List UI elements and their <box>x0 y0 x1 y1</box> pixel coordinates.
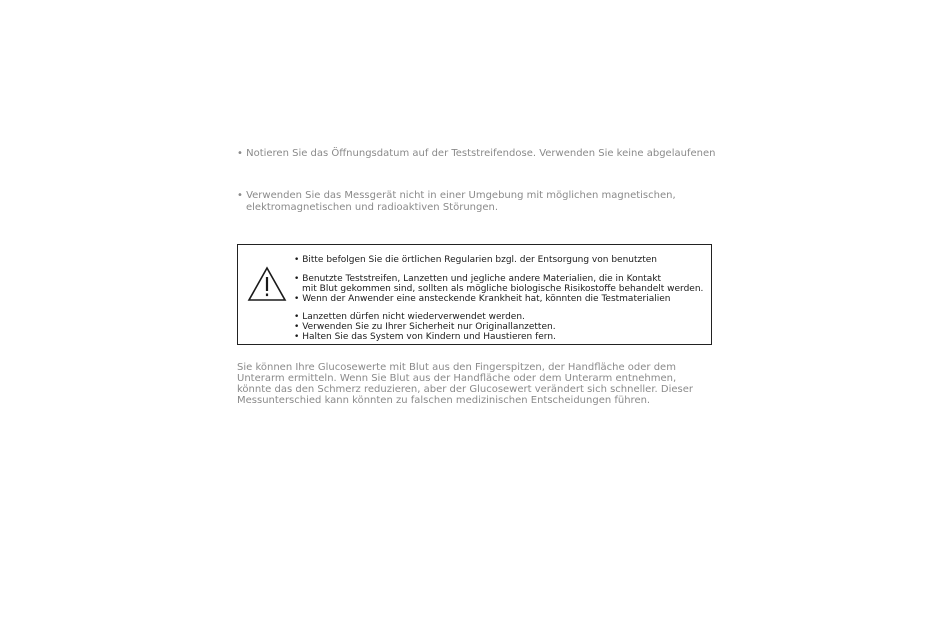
bullet-marker: • <box>294 312 300 322</box>
warning-item: • Lanzetten dürfen nicht wiederverwendet werden. <box>294 312 525 322</box>
sampling-sites-paragraph <box>237 362 717 406</box>
bullet-marker: • <box>294 322 300 332</box>
bullet-marker: • <box>237 190 243 201</box>
warning-item: • Benutzte Teststreifen, Lanzetten und jegliche andere Materialien, die in Kontakt mit Blut gekommen sind, sollten als mögliche biologische Risikostoffe behandelt werden. <box>294 274 704 294</box>
paragraph-line: Sie können Ihre Glucosewerte mit Blut aus den Fingerspitzen, der Handfläche oder dem <box>237 362 676 373</box>
bullet-marker: • <box>294 332 300 342</box>
warning-box <box>237 244 712 345</box>
bullet-marker: • <box>294 255 300 265</box>
warning-triangle-icon <box>247 266 287 302</box>
bullet-marker: • <box>237 148 243 159</box>
note-interference <box>237 190 707 213</box>
bullet-marker: • <box>294 294 300 304</box>
warning-item: • Verwenden Sie zu Ihrer Sicherheit nur Originallanzetten. <box>294 322 556 332</box>
note-interference-line <box>237 190 707 213</box>
warning-item: • Halten Sie das System von Kindern und Haustieren fern. <box>294 332 556 342</box>
paragraph-line: Messunterschied kann könnten zu falschen medizinischen Entscheidungen führen. <box>237 395 651 406</box>
warning-item: • Wenn der Anwender eine ansteckende Krankheit hat, könnten die Testmaterialien <box>294 294 671 304</box>
note-expiry-date <box>237 148 717 160</box>
paragraph-line: Unterarm ermitteln. Wenn Sie Blut aus der Handfläche oder dem Unterarm entnehmen, <box>237 373 677 384</box>
note-interference-text-1: Verwenden Sie das Messgerät nicht in einer Umgebung mit möglichen magnetischen, <box>246 190 676 201</box>
note-expiry-line <box>237 148 717 160</box>
paragraph-line: könnte das den Schmerz reduzieren, aber der Glucosewert verändert sich schneller. Dieser <box>237 384 693 395</box>
note-interference-text-2: elektromagnetischen und radioaktiven Störungen. <box>246 201 499 213</box>
warning-list <box>294 255 709 342</box>
bullet-marker: • <box>294 274 300 284</box>
warning-item: • Bitte befolgen Sie die örtlichen Regularien bzgl. der Entsorgung von benutzten <box>294 255 658 265</box>
note-expiry-text: Notieren Sie das Öffnungsdatum auf der Teststreifendose. Verwenden Sie keine abgelaufenen <box>246 148 716 159</box>
